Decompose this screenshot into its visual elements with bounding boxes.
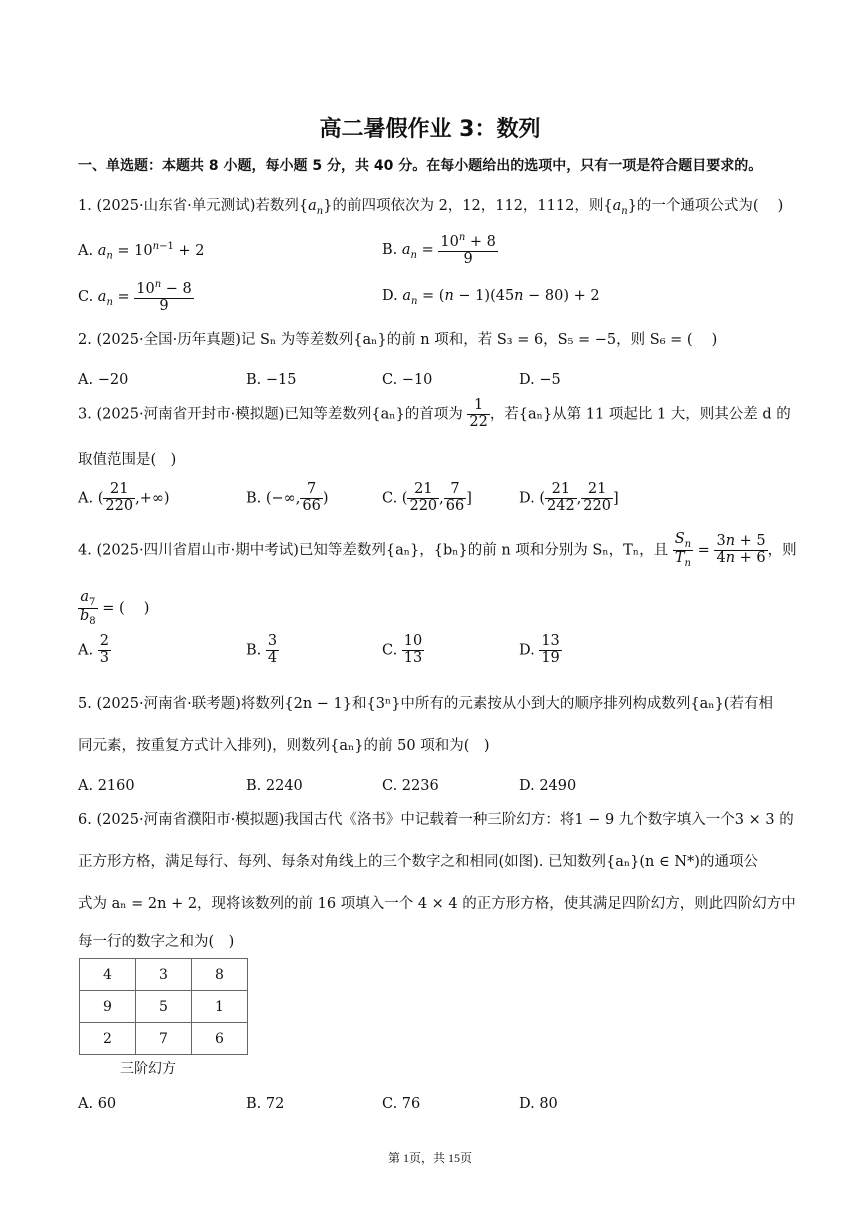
table-cell: 8: [192, 959, 248, 991]
question-6-line2: 正方形方格，满足每行、每列、每条对角线上的三个数字之和相同(如图). 已知数列{aₙ}(n ∈ N*)的通项公: [78, 854, 758, 870]
question-5: 5. (2025·河南省·联考题)将数列{2n − 1}和{3ⁿ}中所有的元素按从小到大的顺序排列构成数列{aₙ}(若有相: [78, 696, 773, 712]
q4-option-a: A. $\frac{2}{3}$: [78, 633, 109, 666]
question-4-ask: $\frac{a_7}{b_8}$ = ( ): [80, 589, 150, 627]
q3-option-a: A. ( $\frac{21}{220}$ ,+∞): [78, 481, 170, 514]
q4-option-b: B. $\frac{3}{4}$: [246, 633, 278, 666]
table-cell: 3: [136, 959, 192, 991]
q6-option-b: B. 72: [246, 1096, 285, 1112]
table-cell: 6: [192, 1023, 248, 1055]
table-row: [80, 959, 248, 991]
question-3-line2: 取值范围是( ): [78, 452, 177, 468]
q3-option-b: B. (−∞, $\frac{7}{66}$ ): [246, 481, 329, 514]
q2-option-b: B. −15: [246, 372, 297, 388]
page-title: 高二暑假作业 3：数列: [319, 117, 541, 142]
table-cell: 4: [80, 959, 136, 991]
q5-option-c: C. 2236: [382, 778, 439, 794]
q5-option-d: D. 2490: [519, 778, 577, 794]
table-cell: 5: [136, 991, 192, 1023]
q2-option-d: D. −5: [519, 372, 561, 388]
q6-option-a: A. 60: [78, 1096, 117, 1112]
table-cell: 2: [80, 1023, 136, 1055]
question-6-line4: 每一行的数字之和为( ): [78, 934, 235, 950]
question-6: 6. (2025·河南省濮阳市·模拟题)我国古代《洛书》中记载着一种三阶幻方：将1 − 9 九个数字填入一个3 × 3 的: [78, 812, 794, 828]
table-cell: 7: [136, 1023, 192, 1055]
question-1: 1. (2025·山东省·单元测试)若数列$\{a_n\}$的前四项依次为 2，12，112，1112，则$\{a_n\}$的一个通项公式为( ): [78, 198, 784, 217]
q4-option-d: D. $\frac{13}{19}$: [519, 633, 560, 666]
q5-option-b: B. 2240: [246, 778, 303, 794]
section-heading: 一、单选题：本题共 8 小题，每小题 5 分，共 40 分。在每小题给出的选项中，只有一项是符合题目要求的。: [78, 158, 763, 174]
table-cell: 9: [80, 991, 136, 1023]
q4-option-c: C. $\frac{10}{13}$: [382, 633, 423, 666]
q6-option-c: C. 76: [382, 1096, 421, 1112]
table-row: [80, 991, 248, 1023]
question-3: 3. (2025·河南省开封市·模拟题)已知等差数列{aₙ}的首项为 $\frac{1}{22}$ ，若{aₙ}从第 11 项起比 1 大，则其公差 d 的: [78, 397, 791, 430]
q5-option-a: A. 2160: [78, 778, 135, 794]
page-footer: 第 1页，共 15页: [387, 1151, 472, 1165]
q6-option-d: D. 80: [519, 1096, 558, 1112]
q3-option-c: C. ( $\frac{21}{220}$ , $\frac{7}{66}$ ]: [382, 481, 472, 514]
magic-square-table: [79, 958, 248, 1055]
q3-option-d: D. ( $\frac{21}{242}$ , $\frac{21}{220}$ ]: [519, 481, 619, 514]
q1-option-b: B. $a_n$ = $\frac{10^n + 8}{9}$: [382, 232, 496, 267]
question-4: 4. (2025·四川省眉山市·期中考试)已知等差数列{aₙ}，{bₙ}的前 n 项和分别为 Sₙ，Tₙ，且 $\frac{S_n}{T_n}$ = $\frac{3n + 5}{4n + 6}$ ，则: [78, 531, 797, 569]
question-5-line2: 同元素，按重复方式计入排列)，则数列{aₙ}的前 50 项和为( ): [78, 738, 490, 754]
table-cell: 1: [192, 991, 248, 1023]
table-caption: 三阶幻方: [120, 1061, 176, 1077]
q2-option-a: A. −20: [78, 372, 129, 388]
question-6-line3: 式为 aₙ = 2n + 2，现将该数列的前 16 项填入一个 4 × 4 的正方形方格，使其满足四阶幻方，则此四阶幻方中: [78, 896, 796, 912]
question-2: 2. (2025·全国·历年真题)记 Sₙ 为等差数列{aₙ}的前 n 项和，若 S₃ = 6，S₅ = −5，则 S₆ = ( ): [78, 332, 718, 348]
q1-option-d: D. $a_n = (n - 1)(45n - 80) + 2$: [382, 288, 600, 307]
q1-option-a: A. $a_n = 10^{n-1} + 2$: [78, 241, 205, 262]
q1-option-c: C. $a_n$ = $\frac{10^n - 8}{9}$: [78, 279, 192, 314]
q2-option-c: C. −10: [382, 372, 433, 388]
table-row: [80, 1023, 248, 1055]
